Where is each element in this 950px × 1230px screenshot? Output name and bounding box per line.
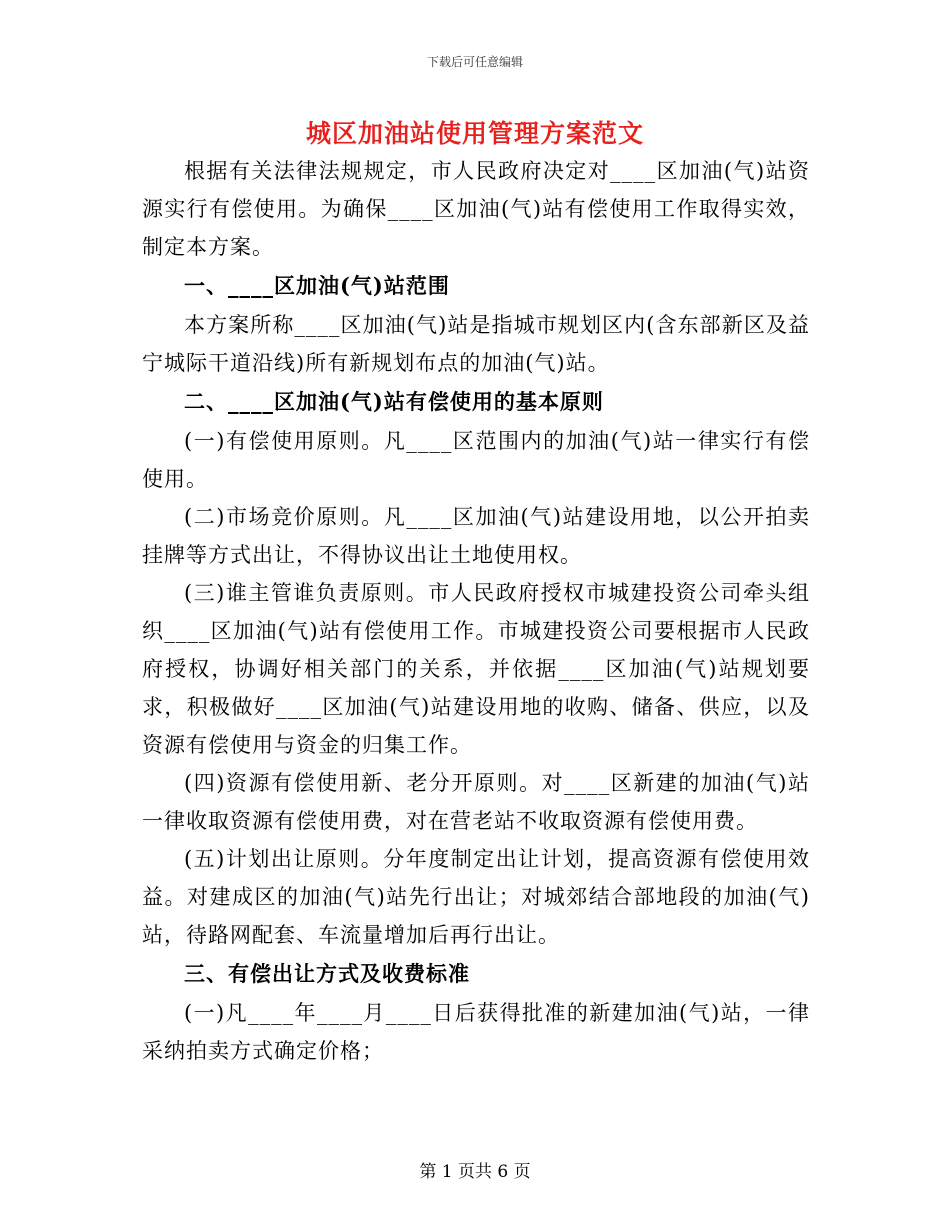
document-title: 城区加油站使用管理方案范文 bbox=[305, 119, 644, 148]
paragraph-principle-1: (一)有偿使用原则。凡____区范围内的加油(气)站一律实行有偿使用。 bbox=[142, 429, 810, 491]
section-heading-1: 一、____区加油(气)站范围 bbox=[184, 273, 450, 298]
document-body bbox=[142, 152, 810, 1070]
paragraph-principle-2: (二)市场竞价原则。凡____区加油(气)站建设用地，以公开拍卖挂牌等方式出让，不得协议出让土地使用权。 bbox=[142, 505, 810, 567]
paragraph-principle-3: (三)谁主管谁负责原则。市人民政府授权市城建投资公司牵头组织____区加油(气)站有偿使用工作。市城建投资公司要根据市人民政府授权，协调好相关部门的关系，并依据____区加油(气)站规划要求，积极做好____区加油(气)站建设用地的收购、储备、供应，以及资源有偿使用与资金的归集工作。 bbox=[142, 581, 810, 757]
paragraph-principle-5: (五)计划出让原则。分年度制定出让计划，提高资源有偿使用效益。对建成区的加油(气)站先行出让；对城郊结合部地段的加油(气)站，待路网配套、车流量增加后再行出让。 bbox=[142, 847, 810, 947]
paragraph-method-1: (一)凡____年____月____日后获得批准的新建加油(气)站，一律采纳拍卖方式确定价格； bbox=[142, 1001, 810, 1063]
page-number: 第 1 页共 6 页 bbox=[419, 1162, 531, 1182]
section-heading-3: 三、有偿出让方式及收费标准 bbox=[184, 961, 470, 986]
page-header-note: 下载后可任意编辑 bbox=[426, 55, 523, 69]
paragraph-intro: 根据有关法律法规规定，市人民政府决定对____区加油(气)站资源实行有偿使用。为确保____区加油(气)站有偿使用工作取得实效，制定本方案。 bbox=[142, 159, 810, 259]
paragraph-principle-4: (四)资源有偿使用新、老分开原则。对____区新建的加油(气)站一律收取资源有偿使用费，对在营老站不收取资源有偿使用费。 bbox=[142, 771, 810, 833]
section-heading-2: 二、____区加油(气)站有偿使用的基本原则 bbox=[184, 389, 604, 414]
paragraph-scope: 本方案所称____区加油(气)站是指城市规划区内(含东部新区及益宁城际干道沿线)所有新规划布点的加油(气)站。 bbox=[142, 313, 810, 375]
